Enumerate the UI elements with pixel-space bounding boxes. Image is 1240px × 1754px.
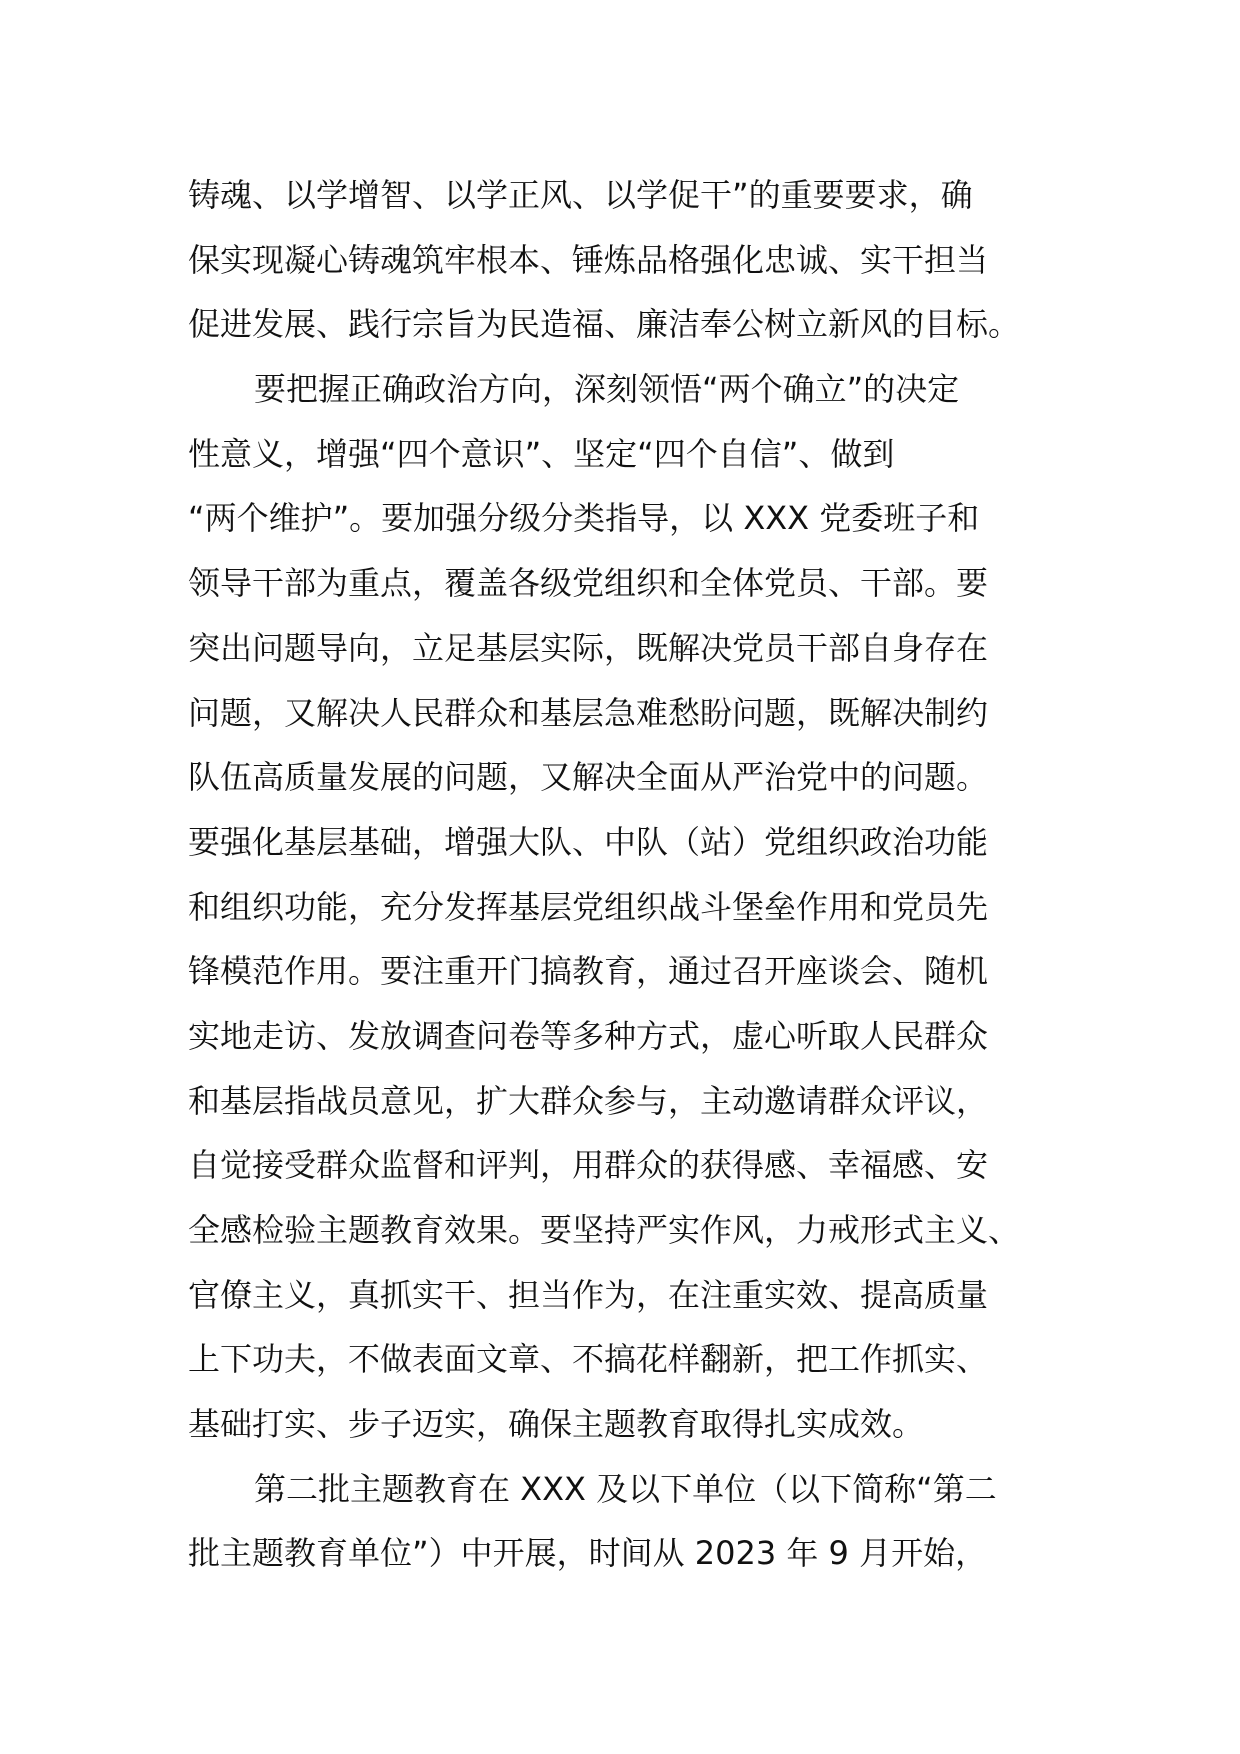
text-line-18: 官僚主义，真抓实干、担当作为，在注重实效、提高质量 [188,1275,989,1314]
text-line-12: 和组织功能，充分发挥基层党组织战斗堡垒作用和党员先 [188,887,989,926]
text-line-13: 锋模范作用。要注重开门搞教育，通过召开座谈会、随机 [188,952,989,991]
text-line-8: 突出问题导向，立足基层实际，既解决党员干部自身存在 [188,628,989,667]
text-line-7: 领导干部为重点，覆盖各级党组织和全体党员、干部。要 [188,564,989,603]
text-line-19: 上下功夫，不做表面文章、不搞花样翻新，把工作抓实、 [188,1340,989,1379]
text-line-15: 和基层指战员意见，扩大群众参与，主动邀请群众评议， [188,1081,989,1120]
text-line-2: 保实现凝心铸魂筑牢根本、锤炼品格强化忠诚、实干担当 [188,240,989,279]
text-line-4: 要把握正确政治方向，深刻领悟“两个确立”的决定 [254,370,960,409]
text-line-10: 队伍高质量发展的问题，又解决全面从严治党中的问题。 [188,758,989,797]
document-body [188,163,1068,1586]
text-line-14: 实地走访、发放调查问卷等多种方式，虚心听取人民群众 [188,1016,989,1055]
text-line-17: 全感检验主题教育效果。要坚持严实作风，力戒形式主义、 [188,1211,1021,1249]
text-line-11: 要强化基层基础，增强大队、中队（站）党组织政治功能 [188,822,989,861]
text-line-6: “两个维护”。要加强分级分类指导，以 XXX 党委班子和 [188,499,980,538]
text-line-20: 基础打实、步子迈实，确保主题教育取得扎实成效。 [188,1405,925,1444]
text-line-9: 问题，又解决人民群众和基层急难愁盼问题，既解决制约 [188,693,989,732]
text-line-16: 自觉接受群众监督和评判，用群众的获得感、幸福感、安 [188,1146,989,1185]
text-line-1: 铸魂、以学增智、以学正风、以学促干”的重要要求，确 [188,176,973,214]
text-line-3: 促进发展、践行宗旨为民造福、廉洁奉公树立新风的目标。 [188,305,1021,344]
text-line-22: 批主题教育单位”）中开展，时间从 2023 年 9 月开始， [188,1534,988,1573]
text-line-21: 第二批主题教育在 XXX 及以下单位（以下简称“第二 [254,1469,997,1508]
text-line-5: 性意义，增强“四个意识”、坚定“四个自信”、做到 [188,434,895,473]
